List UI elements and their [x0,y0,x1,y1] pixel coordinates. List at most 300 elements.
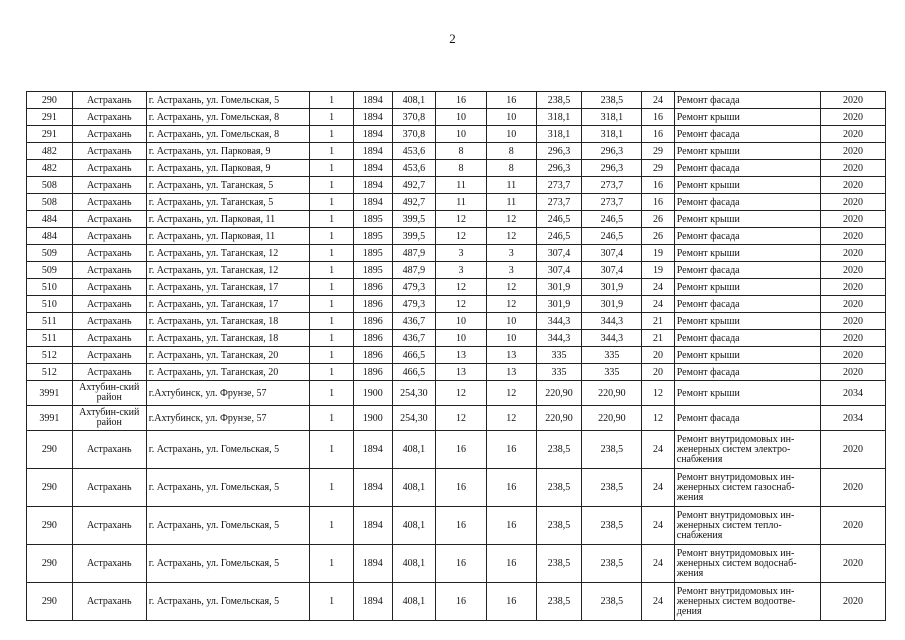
cell-row-number: 290 [27,545,73,583]
cell-col-10-value: 246,5 [582,211,642,228]
cell-area: 479,3 [392,279,436,296]
cell-row-number: 511 [27,313,73,330]
cell-build-year: 1894 [353,92,392,109]
cell-col-9-value: 318,1 [536,109,582,126]
cell-plan-year: 2020 [820,228,885,245]
cell-work-type: Ремонт крыши [674,313,820,330]
cell-build-year: 1894 [353,194,392,211]
table-row [27,245,886,262]
cell-work-type: Ремонт крыши [674,143,820,160]
cell-area: 254,30 [392,406,436,431]
cell-col-11-value: 29 [642,160,674,177]
cell-col-7-value: 11 [436,177,487,194]
cell-col-10-value: 273,7 [582,194,642,211]
table-row [27,262,886,279]
cell-col-9-value: 273,7 [536,177,582,194]
cell-build-year: 1894 [353,545,392,583]
cell-col-4-value: 1 [310,381,354,406]
cell-plan-year: 2020 [820,431,885,469]
cell-col-10-value: 220,90 [582,406,642,431]
cell-col-7-value: 16 [436,507,487,545]
cell-col-4-value: 1 [310,296,354,313]
cell-build-year: 1896 [353,313,392,330]
cell-work-type: Ремонт внутридомовых ин-женерных систем водоснаб-жения [674,545,820,583]
cell-address: г. Астрахань, ул. Гомельская, 5 [146,431,309,469]
cell-area: 408,1 [392,431,436,469]
cell-col-7-value: 12 [436,381,487,406]
cell-row-number: 290 [27,431,73,469]
table-row [27,313,886,330]
cell-build-year: 1900 [353,406,392,431]
cell-col-4-value: 1 [310,313,354,330]
cell-address: г. Астрахань, ул. Таганская, 12 [146,262,309,279]
cell-address: г. Астрахань, ул. Гомельская, 5 [146,507,309,545]
cell-plan-year: 2020 [820,92,885,109]
cell-address: г. Астрахань, ул. Гомельская, 5 [146,583,309,621]
cell-col-11-value: 12 [642,381,674,406]
cell-col-8-value: 16 [486,507,536,545]
cell-col-7-value: 12 [436,406,487,431]
cell-col-4-value: 1 [310,364,354,381]
cell-row-number: 291 [27,126,73,143]
cell-locality: Астрахань [72,330,146,347]
cell-col-9-value: 307,4 [536,262,582,279]
table-row [27,279,886,296]
cell-locality: Астрахань [72,228,146,245]
cell-col-11-value: 12 [642,406,674,431]
cell-col-9-value: 301,9 [536,296,582,313]
cell-col-11-value: 16 [642,109,674,126]
cell-build-year: 1894 [353,177,392,194]
cell-row-number: 290 [27,469,73,507]
cell-col-10-value: 301,9 [582,296,642,313]
cell-row-number: 290 [27,92,73,109]
cell-locality: Астрахань [72,109,146,126]
cell-address: г. Астрахань, ул. Парковая, 9 [146,143,309,160]
cell-plan-year: 2020 [820,211,885,228]
cell-locality: Астрахань [72,177,146,194]
cell-col-8-value: 16 [486,431,536,469]
cell-locality: Астрахань [72,245,146,262]
cell-col-10-value: 296,3 [582,143,642,160]
cell-build-year: 1896 [353,330,392,347]
cell-col-4-value: 1 [310,126,354,143]
cell-col-9-value: 246,5 [536,211,582,228]
cell-col-8-value: 16 [486,469,536,507]
cell-col-4-value: 1 [310,211,354,228]
cell-row-number: 3991 [27,406,73,431]
cell-work-type: Ремонт внутридомовых ин-женерных систем газоснаб-жения [674,469,820,507]
cell-row-number: 290 [27,507,73,545]
cell-plan-year: 2020 [820,296,885,313]
housing-repair-table [26,91,886,621]
cell-work-type: Ремонт фасада [674,126,820,143]
cell-col-4-value: 1 [310,545,354,583]
cell-col-7-value: 12 [436,279,487,296]
cell-col-11-value: 26 [642,211,674,228]
cell-build-year: 1896 [353,296,392,313]
cell-plan-year: 2034 [820,381,885,406]
cell-work-type: Ремонт фасада [674,92,820,109]
cell-col-7-value: 16 [436,545,487,583]
cell-build-year: 1894 [353,109,392,126]
cell-plan-year: 2020 [820,507,885,545]
cell-col-8-value: 12 [486,279,536,296]
cell-address: г. Астрахань, ул. Парковая, 11 [146,228,309,245]
table-row [27,469,886,507]
table-row [27,228,886,245]
cell-row-number: 509 [27,262,73,279]
cell-address: г. Астрахань, ул. Таганская, 18 [146,313,309,330]
cell-col-7-value: 8 [436,160,487,177]
cell-row-number: 3991 [27,381,73,406]
cell-col-4-value: 1 [310,507,354,545]
cell-col-7-value: 10 [436,109,487,126]
cell-col-7-value: 16 [436,431,487,469]
cell-col-9-value: 238,5 [536,545,582,583]
cell-build-year: 1894 [353,431,392,469]
cell-plan-year: 2020 [820,126,885,143]
table-row [27,583,886,621]
cell-col-11-value: 24 [642,507,674,545]
cell-build-year: 1895 [353,211,392,228]
cell-col-10-value: 344,3 [582,313,642,330]
cell-address: г. Астрахань, ул. Гомельская, 8 [146,126,309,143]
cell-area: 466,5 [392,364,436,381]
cell-col-8-value: 12 [486,406,536,431]
cell-locality: Астрахань [72,262,146,279]
cell-plan-year: 2020 [820,313,885,330]
table-row [27,92,886,109]
cell-build-year: 1894 [353,143,392,160]
table-row [27,160,886,177]
cell-build-year: 1894 [353,469,392,507]
cell-col-11-value: 20 [642,347,674,364]
cell-col-8-value: 12 [486,228,536,245]
cell-col-11-value: 16 [642,194,674,211]
cell-row-number: 291 [27,109,73,126]
cell-col-10-value: 307,4 [582,245,642,262]
cell-locality: Ахтубин-ский район [72,381,146,406]
cell-address: г. Астрахань, ул. Таганская, 17 [146,279,309,296]
cell-col-4-value: 1 [310,583,354,621]
cell-area: 453,6 [392,143,436,160]
cell-area: 487,9 [392,245,436,262]
cell-col-4-value: 1 [310,92,354,109]
cell-plan-year: 2020 [820,364,885,381]
cell-col-8-value: 13 [486,347,536,364]
cell-col-9-value: 344,3 [536,330,582,347]
cell-address: г.Ахтубинск, ул. Фрунзе, 57 [146,406,309,431]
cell-col-11-value: 26 [642,228,674,245]
cell-locality: Астрахань [72,431,146,469]
table-row [27,406,886,431]
cell-col-7-value: 3 [436,262,487,279]
cell-locality: Астрахань [72,143,146,160]
cell-build-year: 1894 [353,160,392,177]
table-row [27,381,886,406]
cell-build-year: 1894 [353,507,392,545]
cell-col-8-value: 8 [486,160,536,177]
cell-col-11-value: 24 [642,545,674,583]
cell-col-8-value: 10 [486,109,536,126]
cell-area: 408,1 [392,92,436,109]
cell-col-10-value: 238,5 [582,92,642,109]
cell-col-4-value: 1 [310,194,354,211]
cell-col-11-value: 24 [642,583,674,621]
cell-col-11-value: 29 [642,143,674,160]
table-row [27,126,886,143]
cell-work-type: Ремонт фасада [674,228,820,245]
cell-col-11-value: 24 [642,296,674,313]
cell-area: 436,7 [392,330,436,347]
cell-col-10-value: 318,1 [582,126,642,143]
cell-build-year: 1894 [353,583,392,621]
cell-area: 408,1 [392,507,436,545]
table-row [27,109,886,126]
cell-col-7-value: 13 [436,347,487,364]
cell-row-number: 510 [27,296,73,313]
cell-col-4-value: 1 [310,143,354,160]
cell-address: г. Астрахань, ул. Таганская, 5 [146,194,309,211]
cell-area: 408,1 [392,545,436,583]
cell-col-10-value: 318,1 [582,109,642,126]
cell-row-number: 508 [27,177,73,194]
cell-build-year: 1894 [353,126,392,143]
cell-address: г. Астрахань, ул. Гомельская, 8 [146,109,309,126]
cell-locality: Астрахань [72,279,146,296]
cell-row-number: 509 [27,245,73,262]
cell-col-11-value: 16 [642,126,674,143]
cell-col-10-value: 335 [582,364,642,381]
table-row [27,330,886,347]
cell-col-8-value: 12 [486,296,536,313]
table-body [27,92,886,621]
table-row [27,507,886,545]
cell-area: 254,30 [392,381,436,406]
cell-plan-year: 2020 [820,160,885,177]
cell-col-10-value: 238,5 [582,583,642,621]
cell-col-4-value: 1 [310,347,354,364]
cell-plan-year: 2020 [820,109,885,126]
table-row [27,194,886,211]
cell-col-10-value: 301,9 [582,279,642,296]
cell-locality: Астрахань [72,507,146,545]
cell-work-type: Ремонт крыши [674,109,820,126]
cell-col-9-value: 220,90 [536,406,582,431]
cell-col-4-value: 1 [310,160,354,177]
cell-locality: Астрахань [72,313,146,330]
cell-col-10-value: 220,90 [582,381,642,406]
cell-work-type: Ремонт фасада [674,406,820,431]
cell-col-7-value: 16 [436,469,487,507]
cell-locality: Астрахань [72,160,146,177]
cell-col-8-value: 12 [486,211,536,228]
cell-plan-year: 2020 [820,330,885,347]
cell-col-8-value: 16 [486,92,536,109]
cell-col-9-value: 238,5 [536,507,582,545]
cell-locality: Астрахань [72,469,146,507]
table-row [27,211,886,228]
cell-col-8-value: 11 [486,194,536,211]
cell-row-number: 484 [27,228,73,245]
cell-work-type: Ремонт фасада [674,262,820,279]
cell-build-year: 1896 [353,364,392,381]
cell-row-number: 484 [27,211,73,228]
cell-address: г. Астрахань, ул. Гомельская, 5 [146,92,309,109]
cell-locality: Астрахань [72,296,146,313]
cell-locality: Астрахань [72,211,146,228]
cell-row-number: 512 [27,347,73,364]
cell-area: 408,1 [392,469,436,507]
cell-col-4-value: 1 [310,330,354,347]
cell-col-8-value: 12 [486,381,536,406]
cell-address: г. Астрахань, ул. Парковая, 9 [146,160,309,177]
cell-col-8-value: 10 [486,126,536,143]
cell-col-9-value: 238,5 [536,92,582,109]
cell-col-7-value: 13 [436,364,487,381]
cell-col-11-value: 21 [642,313,674,330]
cell-area: 399,5 [392,211,436,228]
cell-col-8-value: 3 [486,245,536,262]
cell-col-10-value: 246,5 [582,228,642,245]
cell-row-number: 508 [27,194,73,211]
cell-work-type: Ремонт крыши [674,279,820,296]
cell-work-type: Ремонт фасада [674,296,820,313]
cell-plan-year: 2020 [820,583,885,621]
cell-col-8-value: 13 [486,364,536,381]
cell-locality: Астрахань [72,92,146,109]
cell-locality: Астрахань [72,583,146,621]
cell-col-7-value: 10 [436,330,487,347]
cell-col-10-value: 238,5 [582,469,642,507]
cell-row-number: 512 [27,364,73,381]
cell-work-type: Ремонт крыши [674,177,820,194]
cell-col-4-value: 1 [310,431,354,469]
cell-row-number: 482 [27,160,73,177]
cell-col-11-value: 20 [642,364,674,381]
cell-col-8-value: 10 [486,313,536,330]
cell-col-11-value: 24 [642,279,674,296]
cell-address: г. Астрахань, ул. Таганская, 20 [146,364,309,381]
cell-col-7-value: 16 [436,583,487,621]
cell-locality: Астрахань [72,347,146,364]
cell-area: 370,8 [392,126,436,143]
cell-address: г. Астрахань, ул. Гомельская, 5 [146,545,309,583]
table-row [27,347,886,364]
cell-col-7-value: 3 [436,245,487,262]
cell-area: 487,9 [392,262,436,279]
cell-col-8-value: 10 [486,330,536,347]
cell-build-year: 1895 [353,228,392,245]
cell-col-4-value: 1 [310,406,354,431]
cell-address: г. Астрахань, ул. Таганская, 18 [146,330,309,347]
cell-plan-year: 2020 [820,245,885,262]
cell-area: 479,3 [392,296,436,313]
cell-build-year: 1895 [353,245,392,262]
cell-col-7-value: 10 [436,313,487,330]
cell-col-7-value: 12 [436,211,487,228]
cell-plan-year: 2020 [820,545,885,583]
page-number: 2 [449,31,456,46]
cell-plan-year: 2020 [820,469,885,507]
cell-col-7-value: 10 [436,126,487,143]
cell-col-11-value: 21 [642,330,674,347]
cell-area: 408,1 [392,583,436,621]
cell-build-year: 1900 [353,381,392,406]
table-row [27,431,886,469]
cell-work-type: Ремонт крыши [674,347,820,364]
table-row [27,296,886,313]
cell-col-7-value: 8 [436,143,487,160]
cell-locality: Ахтубин-ский район [72,406,146,431]
cell-col-9-value: 318,1 [536,126,582,143]
cell-area: 492,7 [392,194,436,211]
cell-area: 466,5 [392,347,436,364]
cell-work-type: Ремонт фасада [674,330,820,347]
cell-col-4-value: 1 [310,228,354,245]
cell-col-11-value: 24 [642,92,674,109]
cell-col-7-value: 11 [436,194,487,211]
cell-col-8-value: 3 [486,262,536,279]
cell-col-9-value: 238,5 [536,431,582,469]
cell-build-year: 1896 [353,347,392,364]
cell-col-7-value: 12 [436,228,487,245]
cell-area: 436,7 [392,313,436,330]
table-row [27,143,886,160]
cell-col-8-value: 16 [486,545,536,583]
cell-plan-year: 2020 [820,194,885,211]
cell-col-10-value: 307,4 [582,262,642,279]
cell-work-type: Ремонт внутридомовых ин-женерных систем водоотве-дения [674,583,820,621]
cell-address: г. Астрахань, ул. Таганская, 5 [146,177,309,194]
cell-col-11-value: 16 [642,177,674,194]
cell-work-type: Ремонт внутридомовых ин-женерных систем тепло-снабжения [674,507,820,545]
cell-col-9-value: 238,5 [536,583,582,621]
cell-plan-year: 2020 [820,262,885,279]
cell-address: г. Астрахань, ул. Парковая, 11 [146,211,309,228]
cell-col-10-value: 273,7 [582,177,642,194]
cell-address: г. Астрахань, ул. Таганская, 12 [146,245,309,262]
cell-col-4-value: 1 [310,279,354,296]
cell-plan-year: 2020 [820,279,885,296]
cell-col-9-value: 296,3 [536,143,582,160]
table-row [27,545,886,583]
cell-address: г. Астрахань, ул. Гомельская, 5 [146,469,309,507]
cell-address: г.Ахтубинск, ул. Фрунзе, 57 [146,381,309,406]
cell-col-11-value: 19 [642,262,674,279]
cell-col-4-value: 1 [310,109,354,126]
cell-col-9-value: 220,90 [536,381,582,406]
cell-row-number: 482 [27,143,73,160]
cell-col-8-value: 16 [486,583,536,621]
cell-col-4-value: 1 [310,177,354,194]
cell-col-11-value: 24 [642,431,674,469]
cell-build-year: 1895 [353,262,392,279]
cell-col-8-value: 8 [486,143,536,160]
cell-col-9-value: 344,3 [536,313,582,330]
cell-work-type: Ремонт внутридомовых ин-женерных систем электро-снабжения [674,431,820,469]
cell-address: г. Астрахань, ул. Таганская, 20 [146,347,309,364]
cell-col-4-value: 1 [310,262,354,279]
cell-col-11-value: 19 [642,245,674,262]
cell-col-7-value: 12 [436,296,487,313]
cell-work-type: Ремонт крыши [674,245,820,262]
cell-col-10-value: 296,3 [582,160,642,177]
table-row [27,177,886,194]
cell-col-4-value: 1 [310,469,354,507]
cell-work-type: Ремонт крыши [674,211,820,228]
